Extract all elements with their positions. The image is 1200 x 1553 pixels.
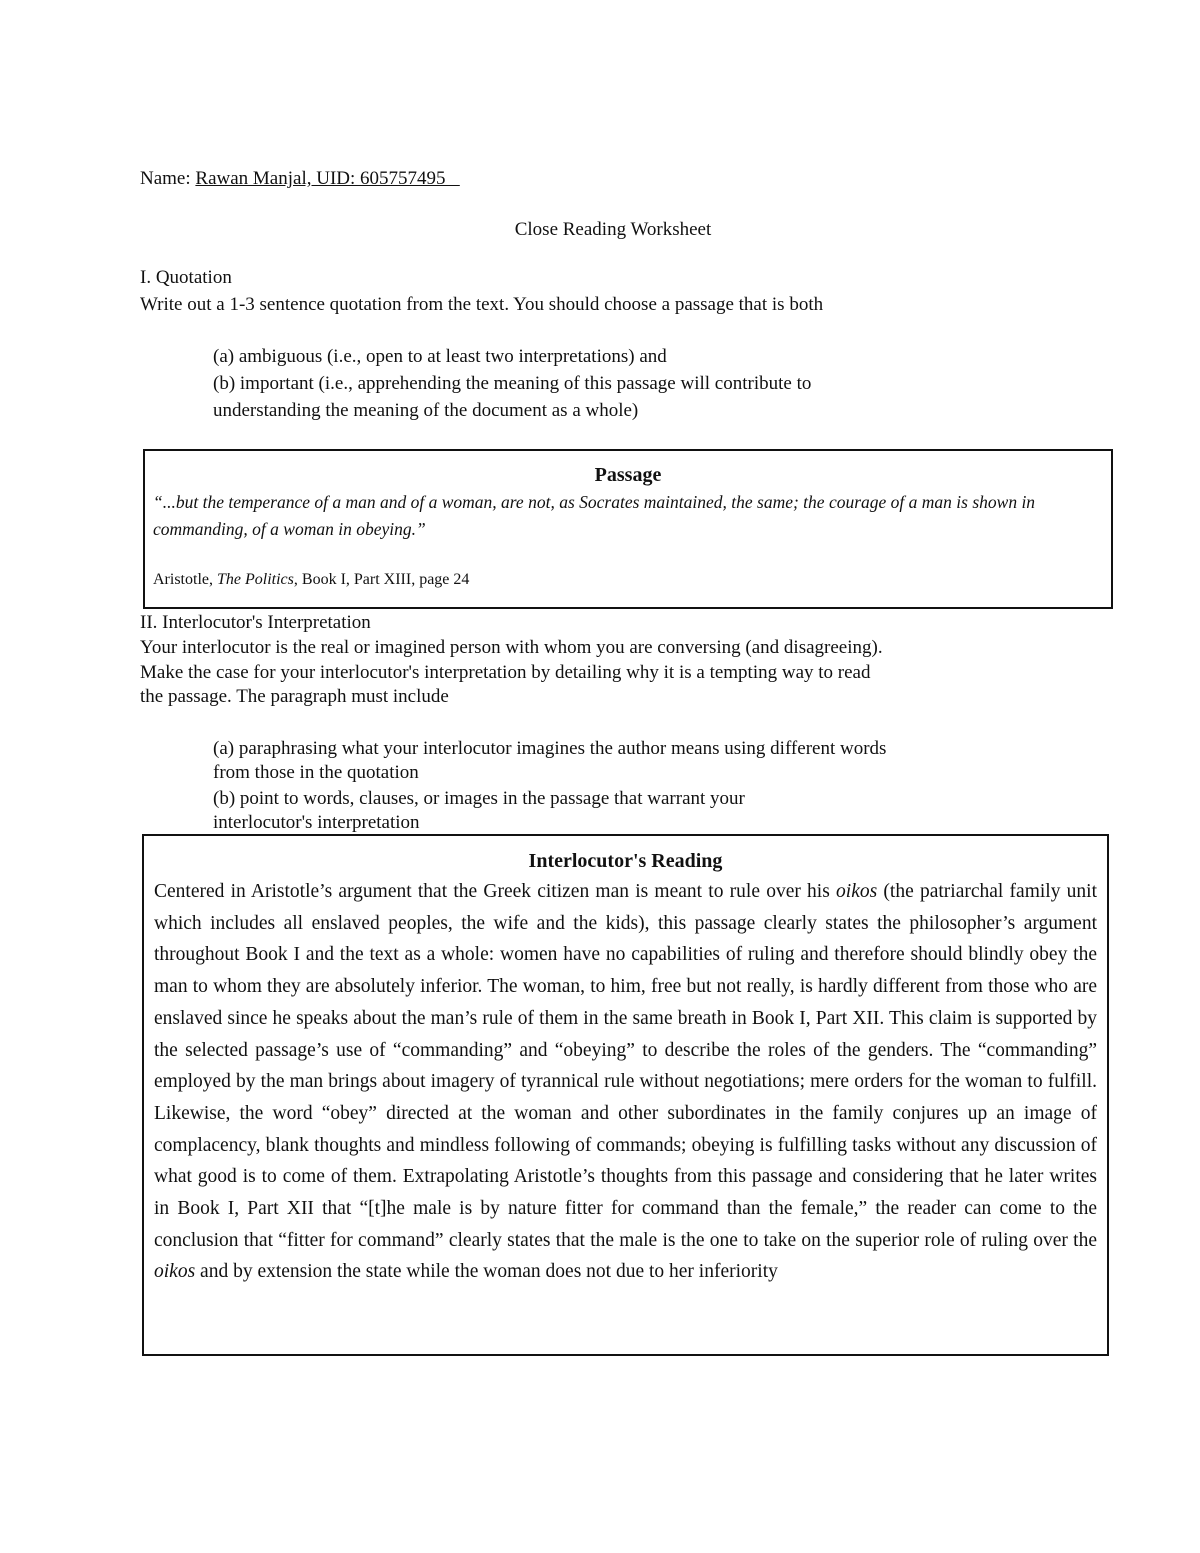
section-1-item-b-line1: (b) important (i.e., apprehending the meaning of this passage will contribute to — [213, 373, 812, 394]
passage-quote: “...but the temperance of a man and of a woman, are not, as Socrates maintained, the same; the courage of a man is shown in commanding, of a woman in obeying.” — [153, 492, 1036, 539]
name-label: Name: — [140, 168, 196, 189]
section-1-item-a: (a) ambiguous (i.e., open to at least two interpretations) and — [213, 346, 667, 367]
passage-title: Passage — [594, 464, 662, 486]
section-2-item-b-line2: interlocutor's interpretation — [213, 812, 420, 833]
reading-text-part1: Centered in Aristotle’s argument that the Greek citizen man is meant to rule over his — [154, 881, 837, 902]
reading-text-part3: and by extension the state while the woman does not due to her inferiority — [195, 1261, 778, 1283]
section-1-instruction: Write out a 1-3 sentence quotation from the text. You should choose a passage that is both — [140, 294, 824, 315]
section-2-line1: Your interlocutor is the real or imagined person with whom you are conversing (and disagreeing). — [140, 637, 883, 658]
reading-oikos-term: oikos — [154, 1261, 196, 1283]
section-2-line3: the passage. The paragraph must include — [140, 686, 449, 707]
reading-box — [142, 834, 1109, 1356]
reading-title: Interlocutor's Reading — [528, 850, 723, 872]
section-1-heading: I. Quotation — [140, 267, 232, 288]
reading-paragraph — [154, 876, 1097, 1288]
name-line — [140, 167, 460, 191]
section-2-line2: Make the case for your interlocutor's interpretation by detailing why it is a tempting way to read — [140, 662, 871, 683]
passage-box — [143, 449, 1113, 609]
section-2-item-a-line1: (a) paraphrasing what your interlocutor imagines the author means using different words — [213, 738, 887, 759]
name-value: Rawan Manjal, UID: 605757495 — [195, 168, 460, 189]
worksheet-title: Close Reading Worksheet — [514, 219, 712, 240]
section-2-item-a-line2: from those in the quotation — [213, 762, 419, 783]
citation-author: Aristotle, — [153, 571, 217, 588]
reading-oikos-term: oikos — [836, 881, 878, 902]
citation-details: , Book I, Part XIII, page 24 — [293, 571, 470, 588]
reading-text-part2: (the patriarchal family unit which includes all enslaved peoples, the wife and the kids), this passage clearly states the philosopher’s argument throughout Book I and the text as a whole: women have no capabilities of ruling and therefore should blindly obey the man to whom they are absolutely inferior. The woman, to him, free but not really, is hardly different from those who are enslaved since he speaks about the man’s rule of them in the same breath in Book I, Part XII. This claim is supported by the selected passage’s use of “commanding” and “obeying” to describe the roles of the genders. The “commanding” employed by the man brings about imagery of tyrannical rule without negotiations; mere orders for the woman to fulfill. Likewise, the word “obey” directed at the woman and other subordinates in the family conjures up an image of complacency, blank thoughts and mindless following of commands; obeying is fulfilling tasks without any discussion of what good is to come of them. Extrapolating Aristotle’s thoughts from this passage and considering that he later writes in Book I, Part XII that “[t]he male is by nature fitter for command than the female,” the reader can come to the conclusion that “fitter for command” clearly states that the male is the one to take on the superior role of ruling over the — [154, 881, 1097, 1251]
citation-work: The Politics — [217, 571, 294, 588]
section-1-item-b-line2: understanding the meaning of the document as a whole) — [213, 400, 639, 421]
passage-citation — [153, 568, 469, 592]
section-2-item-b-line1: (b) point to words, clauses, or images in the passage that warrant your — [213, 788, 745, 809]
section-2-heading: II. Interlocutor's Interpretation — [140, 612, 371, 633]
